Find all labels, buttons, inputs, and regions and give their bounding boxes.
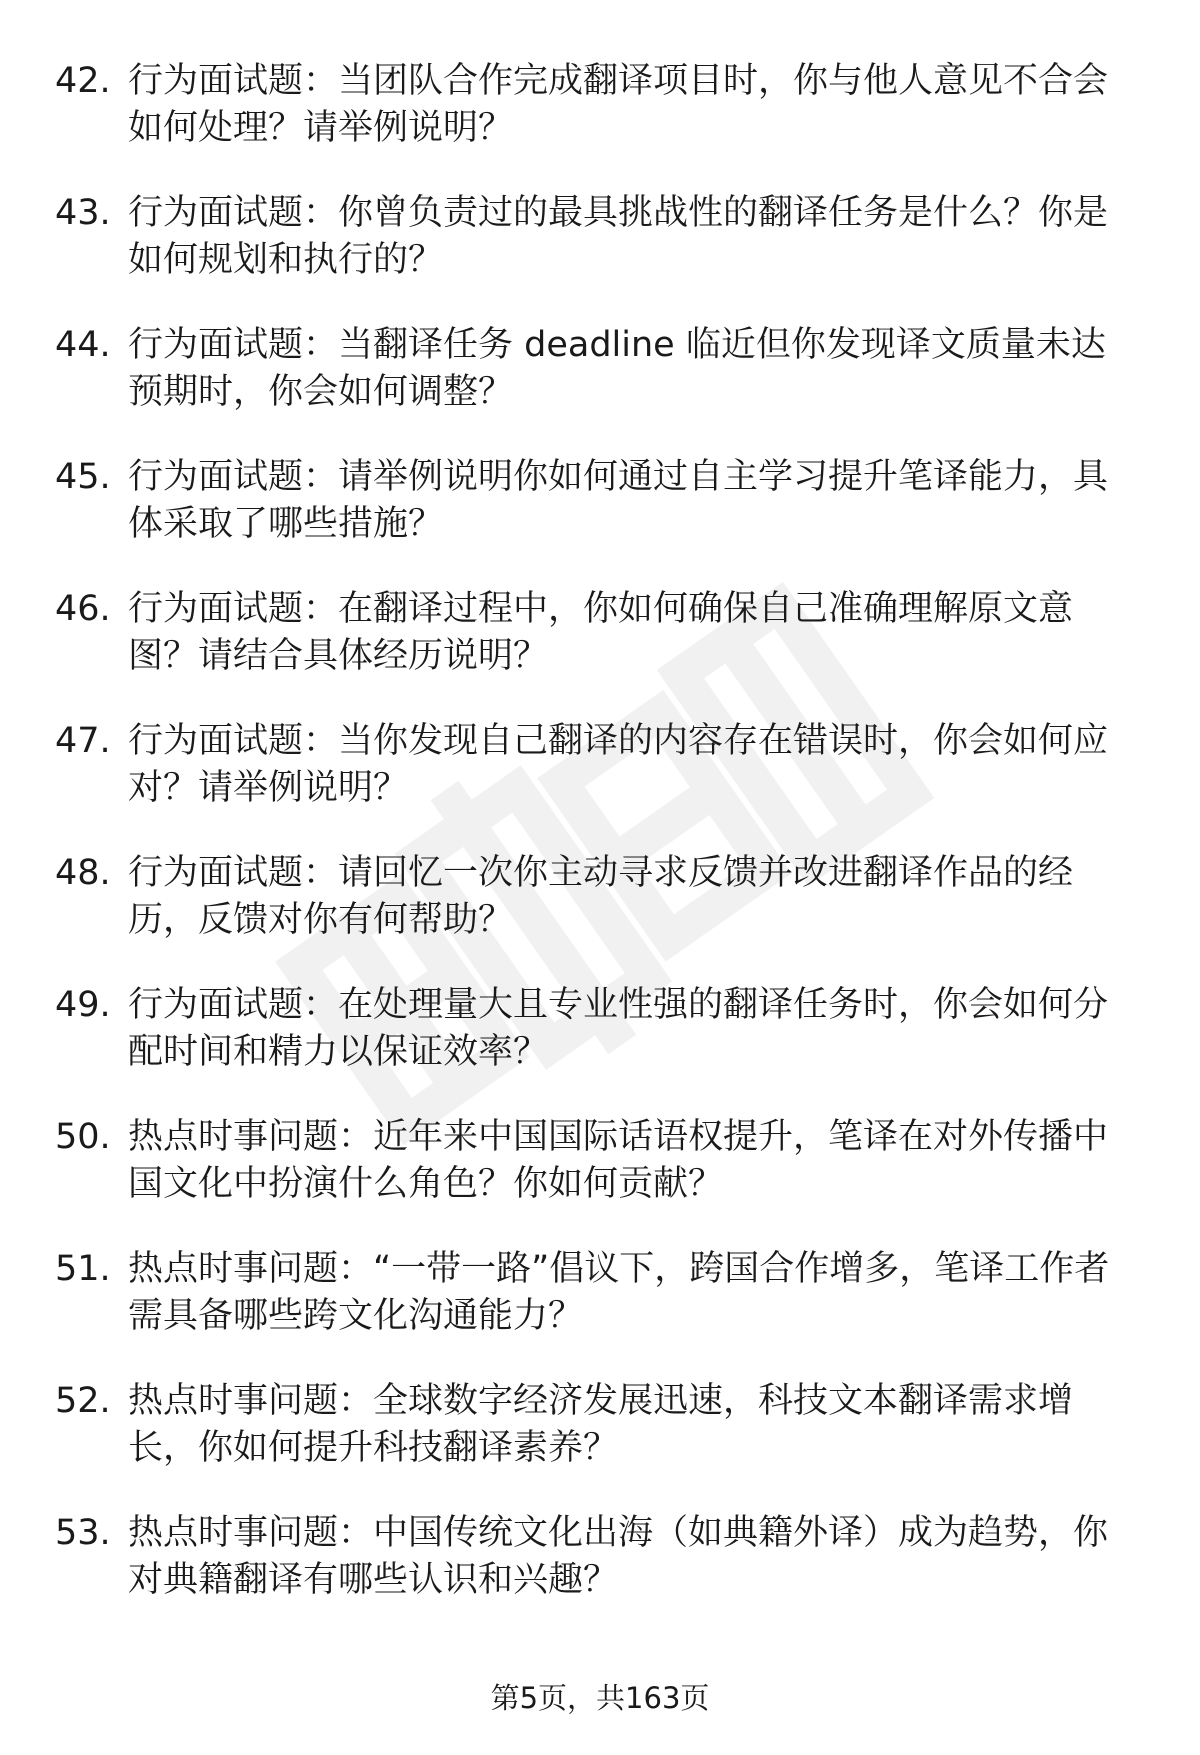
question-item [55, 718, 1150, 850]
question-text: 行为面试题：当团队合作完成翻译项目时，你与他人意见不合会如何处理？请举例说明？ [128, 61, 1109, 148]
question-item [55, 1510, 1150, 1642]
question-number: 44. [55, 325, 111, 365]
question-number: 42. [55, 61, 111, 101]
question-text: 行为面试题：请举例说明你如何通过自主学习提升笔译能力，具体采取了哪些措施？ [128, 457, 1109, 544]
question-number: 47. [55, 721, 111, 761]
question-item [55, 190, 1150, 322]
question-text: 热点时事问题：“一带一路”倡议下，跨国合作增多，笔译工作者需具备哪些跨文化沟通能力？ [128, 1249, 1110, 1336]
question-item [55, 454, 1150, 586]
question-number: 50. [55, 1117, 111, 1157]
question-number: 49. [55, 985, 111, 1025]
question-item [55, 850, 1150, 982]
question-text: 行为面试题：你曾负责过的最具挑战性的翻译任务是什么？你是如何规划和执行的？ [128, 193, 1109, 280]
question-item [55, 586, 1150, 718]
question-number: 46. [55, 589, 111, 629]
question-number: 43. [55, 193, 111, 233]
question-number: 51. [55, 1249, 111, 1289]
question-number: 45. [55, 457, 111, 497]
question-number: 52. [55, 1381, 111, 1421]
question-text: 热点时事问题：全球数字经济发展迅速，科技文本翻译需求增长，你如何提升科技翻译素养？ [128, 1381, 1074, 1468]
question-item [55, 982, 1150, 1114]
question-text: 行为面试题：在翻译过程中，你如何确保自己准确理解原文意图？请结合具体经历说明？ [128, 589, 1074, 676]
question-item [55, 1246, 1150, 1378]
question-text: 行为面试题：在处理量大且专业性强的翻译任务时，你会如何分配时间和精力以保证效率？ [128, 985, 1109, 1072]
question-item [55, 322, 1150, 454]
question-number: 53. [55, 1513, 111, 1553]
question-text: 行为面试题：当你发现自己翻译的内容存在错误时，你会如何应对？请举例说明？ [128, 721, 1109, 808]
question-text: 热点时事问题：近年来中国国际话语权提升，笔译在对外传播中国文化中扮演什么角色？你如何贡献？ [128, 1117, 1109, 1204]
question-text: 热点时事问题：中国传统文化出海（如典籍外译）成为趋势，你对典籍翻译有哪些认识和兴趣？ [128, 1513, 1109, 1600]
question-item [55, 58, 1150, 190]
question-text: 行为面试题：请回忆一次你主动寻求反馈并改进翻译作品的经历，反馈对你有何帮助？ [128, 853, 1074, 940]
question-list [55, 58, 1150, 1642]
question-item [55, 1114, 1150, 1246]
page-footer: 第5页，共163页 [490, 1681, 710, 1715]
question-number: 48. [55, 853, 111, 893]
question-text: 行为面试题：当翻译任务 deadline 临近但你发现译文质量未达预期时，你会如何调整？ [128, 325, 1106, 412]
question-item [55, 1378, 1150, 1510]
